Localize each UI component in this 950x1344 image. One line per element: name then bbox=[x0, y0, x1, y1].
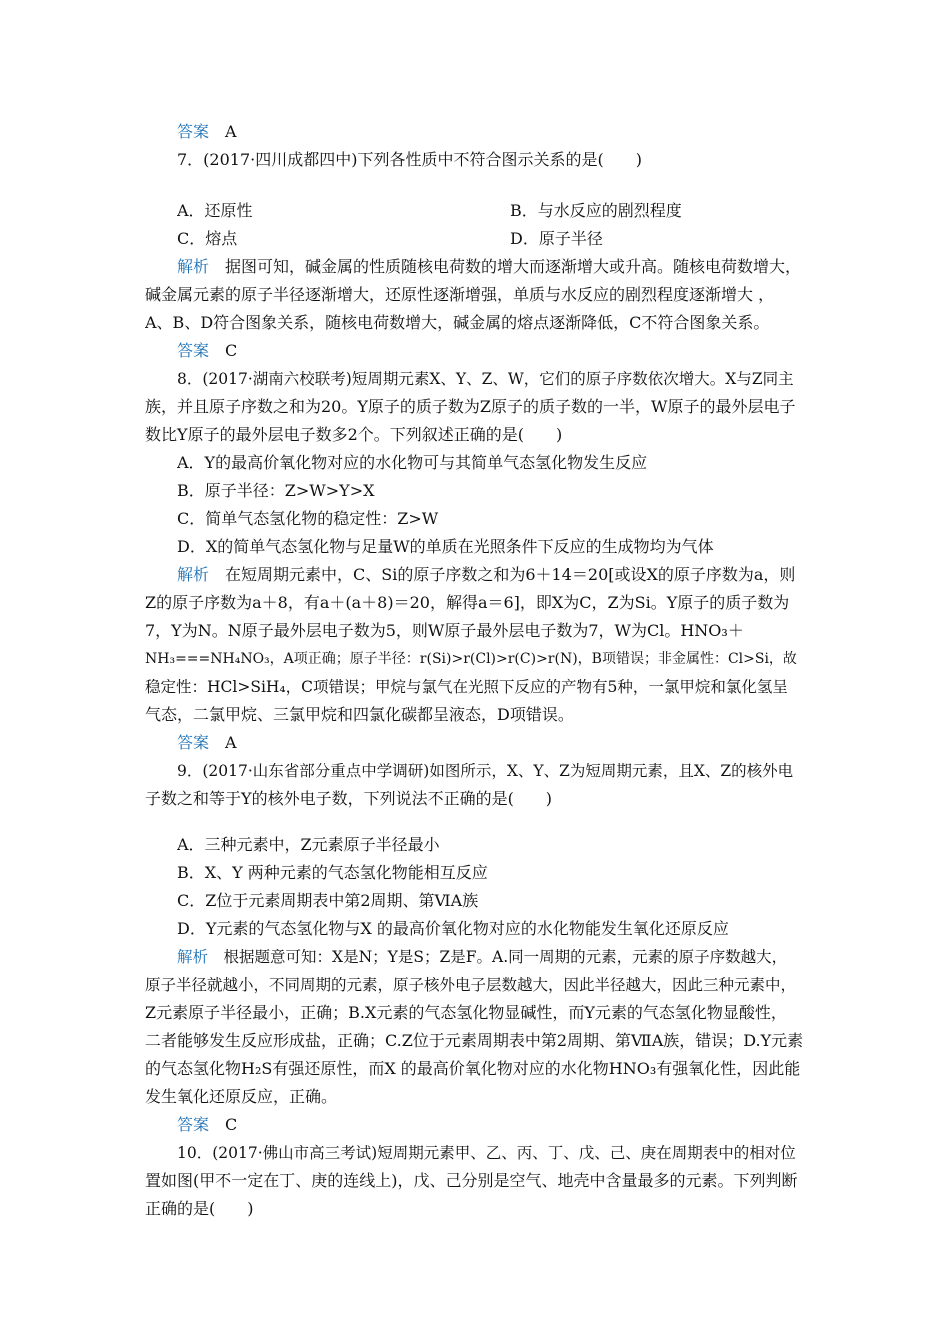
q9-analysis-line: 的气态氢化物H₂S有强还原性，而X 的最高价氧化物对应的水化物HNO₃有强氧化性，因此能 bbox=[145, 1059, 801, 1078]
answer-value: A bbox=[225, 122, 237, 141]
q7-analysis-line: 碱金属元素的原子半径逐渐增大，还原性逐渐增强，单质与水反应的剧烈程度逐渐增大 ， bbox=[145, 285, 775, 304]
q8-analysis-line: NH₃===NH₄NO₃，A项正确；原子半径：r(Si)>r(Cl)>r(C)>r(N)，B项错误；非金属性：Cl>Si，故 bbox=[145, 651, 797, 667]
q7-analysis-line: A、B、D符合图象关系，随核电荷数增大，碱金属的熔点逐渐降低，C不符合图象关系。 bbox=[145, 313, 770, 332]
q9-analysis-line: 原子半径就越小，不同周期的元素，原子核外电子层数越大，因此半径越大，因此三种元素中， bbox=[145, 976, 797, 994]
answer-value: A bbox=[225, 733, 237, 752]
q7-stem: 7．(2017·四川成都四中)下列各性质中不符合图示关系的是( ) bbox=[177, 150, 642, 169]
q8-option-d: D．X的简单气态氢化物与足量W的单质在光照条件下反应的生成物均为气体 bbox=[177, 537, 714, 556]
q8-stem-line: 族，并且原子序数之和为20。Y原子的质子数为Z原子的质子数的一半，W原子的最外层电子 bbox=[145, 397, 796, 416]
q9-analysis-line: 二者能够发生反应形成盐，正确；C.Z位于元素周期表中第2周期、第ⅦA族，错误；D.Y元素 bbox=[145, 1031, 804, 1050]
q9-answer-line bbox=[177, 1115, 805, 1135]
answer-label: 答案 bbox=[177, 1115, 210, 1134]
q8-option-b: B．原子半径：Z>W>Y>X bbox=[177, 481, 375, 500]
answer-label: 答案 bbox=[177, 341, 210, 360]
q8-analysis-line: 稳定性：HCl>SiH₄，C项错误；甲烷与氯气在光照下反应的产物有5种，一氯甲烷和氯化氢呈 bbox=[145, 678, 788, 696]
q7-option-d: D．原子半径 bbox=[510, 229, 603, 248]
q7-option-b: B．与水反应的剧烈程度 bbox=[510, 201, 682, 220]
q8-stem-line: 8．(2017·湖南六校联考)短周期元素X、Y、Z、W，它们的原子序数依次增大。X与Z同主 bbox=[177, 370, 794, 388]
q8-option-c: C．简单气态氢化物的稳定性：Z>W bbox=[177, 509, 439, 528]
q9-option-b: B．X、Y 两种元素的气态氢化物能相互反应 bbox=[177, 863, 488, 882]
analysis-label: 解析 bbox=[177, 948, 209, 966]
q7-option-c: C．熔点 bbox=[177, 229, 238, 248]
q9-option-d: D．Y元素的气态氢化物与X 的最高价氧化物对应的水化物能发生氧化还原反应 bbox=[177, 919, 729, 938]
analysis-label: 解析 bbox=[177, 565, 210, 584]
q10-stem-line: 置如图(甲不一定在丁、庚的连线上)，戊、己分别是空气、地壳中含量最多的元素。下列判断 bbox=[145, 1171, 798, 1190]
answer-value: C bbox=[225, 1115, 238, 1134]
answer-label: 答案 bbox=[177, 122, 210, 141]
q10-stem-line: 正确的是( ) bbox=[145, 1199, 254, 1218]
q6-answer-line bbox=[177, 122, 805, 142]
q9-option-c: C．Z位于元素周期表中第2周期、第ⅥA族 bbox=[177, 891, 479, 910]
q9-analysis-line: 发生氧化还原反应，正确。 bbox=[145, 1087, 338, 1106]
q8-stem-line: 数比Y原子的最外层电子数多2个。下列叙述正确的是( ) bbox=[145, 425, 563, 444]
q9-stem-line: 子数之和等于Y的核外电子数，下列说法不正确的是( ) bbox=[145, 789, 553, 808]
answer-value: C bbox=[225, 341, 238, 360]
q10-stem-line: 10．(2017·佛山市高三考试)短周期元素甲、乙、丙、丁、戊、己、庚在周期表中的相对位 bbox=[177, 1144, 796, 1162]
q8-analysis-line: 7，Y为N。N原子最外层电子数为5，则W原子最外层电子数为7，W为Cl。HNO₃＋ bbox=[145, 621, 744, 640]
q7-answer-line bbox=[177, 341, 805, 361]
analysis-label: 解析 bbox=[177, 257, 210, 276]
answer-label: 答案 bbox=[177, 733, 210, 752]
q8-analysis-line: Z的原子序数为a＋8，有a＋(a＋8)＝20，解得a＝6]，即X为C，Z为Si。Y原子的质子数为 bbox=[145, 593, 790, 612]
q8-option-a: A．Y的最高价氧化物对应的水化物可与其简单气态氢化物发生反应 bbox=[177, 453, 648, 472]
q9-stem-line: 9．(2017·山东省部分重点中学调研)如图所示，X、Y、Z为短周期元素，且X、Z的核外电 bbox=[177, 762, 794, 780]
q9-option-a: A．三种元素中，Z元素原子半径最小 bbox=[177, 835, 440, 854]
q8-analysis-line: 解析 在短周期元素中，C、Si的原子序数之和为6＋14＝20[或设X的原子序数为a，则 bbox=[177, 565, 796, 584]
q7-analysis-line: 解析 据图可知，碱金属的性质随核电荷数的增大而逐渐增大或升高。随核电荷数增大， bbox=[177, 257, 802, 276]
q8-analysis-line: 气态，二氯甲烷、三氯甲烷和四氯化碳都呈液态，D项错误。 bbox=[145, 705, 574, 724]
q8-answer-line bbox=[177, 733, 805, 753]
q9-analysis-line: Z元素原子半径最小，正确；B.X元素的气态氢化物显碱性，而Y元素的气态氢化物显酸性， bbox=[145, 1003, 787, 1022]
q7-option-a: A．还原性 bbox=[177, 201, 253, 220]
q9-analysis-line: 解析 根据题意可知：X是N；Y是S；Z是F。A.同一周期的元素，元素的原子序数越大， bbox=[177, 948, 788, 966]
